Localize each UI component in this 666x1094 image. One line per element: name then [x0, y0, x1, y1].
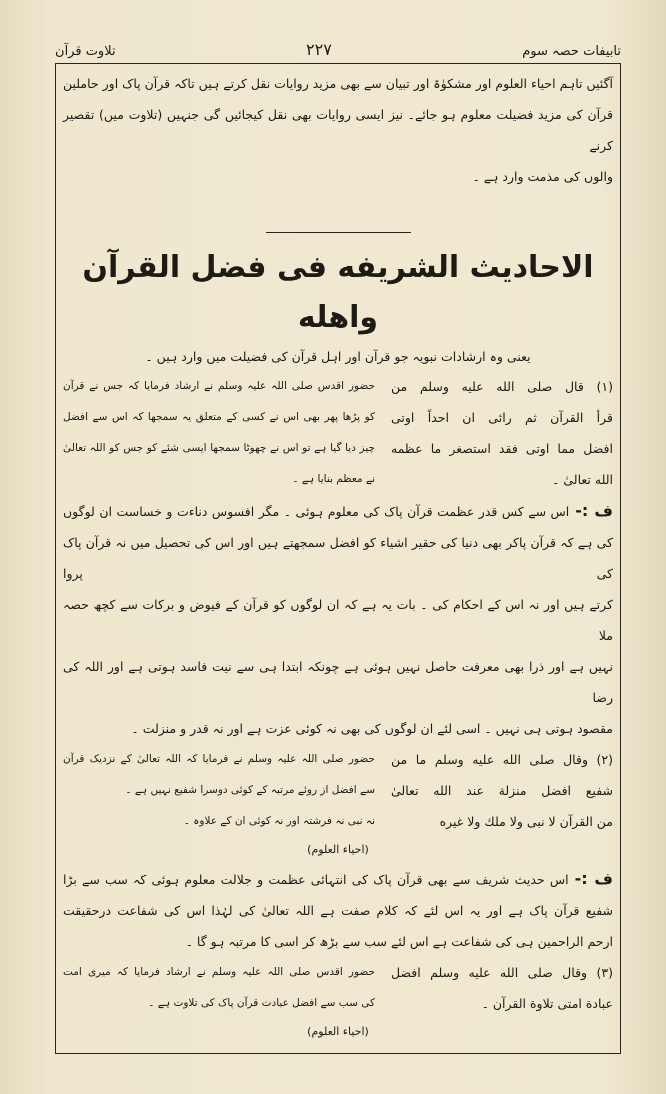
- hadith2-translation-line: حضور صلی اللہ علیہ وسلم نے فرمایا کہ اللہ تعالیٰ کے نزدیک قرآن: [63, 753, 375, 765]
- intro-line: آگئیں تاہم احیاء العلوم اور مشکوٰۃ اور تبیان سے بھی مزید روایات نقل کرتے ہیں تاکہ قرآن پاک اور حاملین: [63, 76, 613, 91]
- hadith1-translation-line: حضور اقدس صلی اللہ علیہ وسلم نے ارشاد فرمایا کہ جس نے قرآن: [63, 380, 375, 392]
- hadith1-translation-line: نے معظم بنایا ہے ۔: [292, 473, 375, 485]
- hadith1-translation-line: چیز دیا گیا ہے تو اس نے چھوٹا سمجھا ایسی شئے کو جس کو اللہ تعالیٰ: [63, 442, 375, 454]
- page-header: [55, 40, 621, 63]
- hadith3-translation-line: حضور اقدس صلی اللہ علیہ وسلم نے ارشاد فرمایا کہ میری امت: [63, 966, 375, 978]
- hadith3: [63, 957, 613, 1019]
- hadith2-translation-line: نہ نبی نہ فرشتہ اور نہ کوئی ان کے علاوہ ۔: [183, 815, 375, 827]
- note1-line: کی ہے کہ قرآن پاکر بھی دنیا کی حقیر اشیاء کو افضل سمجھتے ہیں اور اس کی تحصیل میں نہ قرآن پاک کی پروا: [63, 535, 613, 581]
- source-citation: (احیاء العلوم): [307, 1025, 369, 1038]
- section-title: الاحادیث الشریفه فی فضل القرآن واهله: [82, 250, 594, 335]
- note2-line: شفیع قرآن پاک ہے اور یہ اس لئے کہ کلام صفت ہے اللہ تعالیٰ کی لہٰذا اس کی شفاعت درحقیقت: [63, 903, 613, 918]
- divider: [266, 232, 411, 233]
- note2-line: [63, 863, 613, 895]
- text-frame: [55, 63, 621, 1054]
- hadith1-arabic-line: افضل مما اوتی فقد استصغر ما عظمه: [391, 441, 613, 456]
- note2-text: اس حدیث شریف سے بھی قرآن پاک کی انتہائی عظمت و جلالت معلوم ہوئی کہ سب سے بڑا: [63, 872, 569, 887]
- note2-line: ارحم الراحمین ہی کی شفاعت ہے اس لئے سب سے بڑھ کر اسی کا مرتبہ ہو گا ۔: [185, 934, 613, 949]
- hadith2-translation-line: سے افضل از روئے مرتبہ کے کوئی دوسرا شفیع نہیں ہے ۔: [125, 784, 375, 796]
- note1-line: کرتے ہیں اور نہ اس کے احکام کی ۔ بات یہ ہے کہ ان لوگوں کو قرآن کے فیوض و برکات سے کچھ حصہ ملا: [63, 597, 613, 643]
- note1-line: نہیں ہے اور ذرا بھی معرفت حاصل نہیں ہوئی ہے چونکہ ابتدا ہی سے نیت فاسد ہوتی ہے اور اللہ کی رضا: [63, 659, 613, 705]
- header-chapter-title: تلاوت قرآن: [55, 44, 116, 59]
- note-marker: ف :-: [575, 501, 613, 520]
- hadith1-arabic-line: قرأ القرآن ثم رائی ان احداً اوتی: [391, 410, 613, 425]
- section-subtitle: یعنی وہ ارشادات نبویہ جو قرآن اور اہل قرآن کی فضیلت میں وارد ہیں ۔: [145, 349, 531, 364]
- hadith3-translation-line: کی سب سے افضل عبادت قرآن پاک کی تلاوت ہے ۔: [148, 997, 375, 1009]
- hadith2-arabic-line: من القرآن لا نبی ولا ملك ولا غیره: [439, 814, 613, 829]
- hadith1-arabic-line: الله تعالیٰ ۔: [552, 472, 613, 487]
- hadith1-arabic-line: (۱) قال صلی الله علیه وسلم من: [391, 379, 613, 394]
- hadith2-arabic-line: شفیع افضل منزلة عند الله تعالیٰ: [391, 783, 613, 798]
- note-marker: ف :-: [574, 869, 613, 888]
- hadith1-translation-line: کو پڑھا پھر بھی اس نے کسی کے متعلق یہ سمجھا کہ اس سے افضل: [63, 411, 375, 423]
- intro-line: والوں کی مذمت وارد ہے ۔: [472, 169, 613, 184]
- hadith1: [63, 371, 613, 495]
- hadith2: [63, 744, 613, 837]
- hadith3-arabic-line: عبادة امتی تلاوة القرآن ۔: [481, 996, 613, 1011]
- page-number: ۲۲۷: [306, 40, 332, 59]
- hadith3-arabic-line: (۳) وقال صلی الله علیه وسلم افضل: [391, 965, 613, 980]
- note1-text: اس سے کس قدر عظمت قرآن پاک کی معلوم ہوئی ۔ مگر افسوس دناءت و خساست ان لوگوں: [63, 504, 570, 519]
- hadith2-arabic-line: (۲) وقال صلی الله علیه وسلم ما من: [391, 752, 613, 767]
- intro-line: قرآن کی مزید فضیلت معلوم ہو جائے۔ نیز ایسی روایات بھی نقل کیجائیں گی جنہیں (تلاوت میں) تقصیر کرنے: [63, 107, 613, 153]
- header-book-title: تابیفات حصہ سوم: [522, 44, 621, 59]
- note1-line: مقصود ہوتی ہی نہیں ۔ اسی لئے ان لوگوں کی بھی نہ کوئی عزت ہے اور نہ قدر و منزلت ۔: [131, 721, 613, 736]
- source-citation: (احیاء العلوم): [307, 843, 369, 856]
- note1-line: [63, 495, 613, 527]
